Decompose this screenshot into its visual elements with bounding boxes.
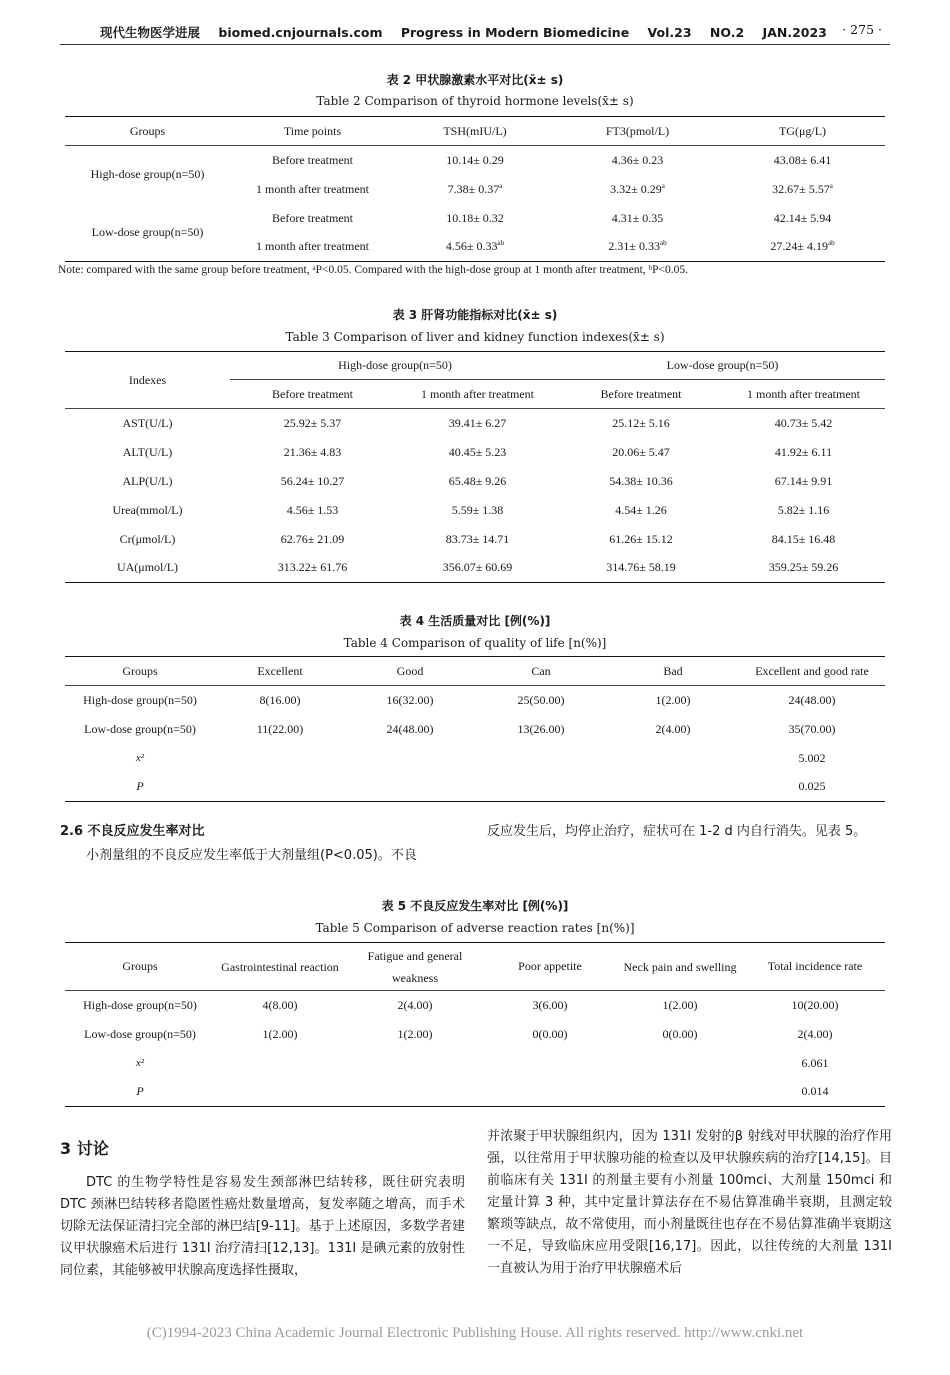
table-row	[65, 1078, 885, 1107]
table-row	[65, 1049, 885, 1078]
table-cell: 1(2.00)	[262, 1026, 298, 1041]
table-cell: 56.24± 10.27	[280, 473, 345, 488]
table-cell: 6.061	[801, 1055, 829, 1070]
tsh-value: 10.18± 0.32	[446, 210, 504, 225]
table-cell: AST(U/L)	[122, 415, 173, 430]
table4-header: Excellent and good rate	[739, 657, 885, 686]
table4-header: Good	[345, 657, 475, 686]
journal-site[interactable]: biomed.cnjournals.com	[218, 25, 383, 40]
table-row	[65, 146, 885, 175]
table5	[65, 942, 885, 1107]
table-row	[65, 525, 885, 554]
table-cell: 0(0.00)	[532, 1026, 568, 1041]
table-cell: 39.41± 6.27	[448, 415, 507, 430]
discussion-left-column: DTC 的生物学特性是容易发生颈部淋巴结转移，既往研究表明 DTC 颈淋巴结转移者隐匿性癌灶数量增高，复发率随之增高，而手术切除无法保证清扫完全部的淋巴结[9-11]。基于上述原因，多数学者建议甲状腺癌术后进行 131I 治疗清扫[12,13]。131I 是碘元素的放射性同位素，其能够被甲状腺高度选择性摄取，	[60, 1175, 465, 1278]
table-row	[65, 1020, 885, 1049]
tsh-value: 4.56± 0.33	[445, 239, 498, 254]
table-cell: 13(26.00)	[517, 721, 565, 736]
table-cell: P	[136, 779, 144, 794]
discussion-title: 3 讨论	[60, 1139, 109, 1158]
table2-header: Time points	[230, 117, 395, 146]
table-cell: 356.07± 60.69	[442, 560, 513, 575]
table-cell: 1(2.00)	[655, 692, 691, 707]
table-row	[65, 744, 885, 773]
table2	[65, 116, 885, 262]
table-cell: 24(48.00)	[788, 692, 836, 707]
table-cell: 40.45± 5.23	[448, 444, 507, 459]
table2-header: FT3(pmol/L)	[555, 117, 720, 146]
time-point: 1 month after treatment	[256, 239, 369, 254]
ft3-value: 3.32± 0.29	[610, 181, 662, 196]
table-cell: 40.73± 5.42	[774, 415, 833, 430]
section-2-6-text-left: 小剂量组的不良反应发生率低于大剂量组(P<0.05)。不良	[86, 848, 417, 863]
significance-mark: ab	[827, 239, 835, 248]
table-row	[65, 554, 885, 583]
table-cell: 83.73± 14.71	[445, 531, 510, 546]
section-2-6-text-right: 反应发生后，均停止治疗，症状可在 1-2 d 内自行消失。见表 5。	[487, 824, 867, 839]
group-name: Low-dose group(n=50)	[91, 224, 204, 239]
table-cell: 4.56± 1.53	[286, 502, 339, 517]
table-cell: 61.26± 15.12	[609, 531, 673, 546]
table-cell: Low-dose group(n=50)	[84, 721, 196, 736]
table5-header: Gastrointestinal reaction	[215, 943, 345, 991]
table-cell: 2(4.00)	[797, 1026, 833, 1041]
significance-mark: a	[829, 181, 833, 190]
table-row	[65, 467, 885, 496]
table3-header: Indexes	[65, 352, 230, 409]
table-cell: 5.002	[798, 750, 826, 765]
table-cell: 5.82± 1.16	[777, 502, 830, 517]
significance-mark: ab	[659, 239, 667, 248]
table3-header: Before treatment	[230, 380, 395, 409]
table-cell: 5.59± 1.38	[451, 502, 504, 517]
table-cell: 8(16.00)	[259, 692, 301, 707]
table-cell: 41.92± 6.11	[774, 444, 833, 459]
page-number: · 275 ·	[842, 22, 882, 37]
table-cell: P	[136, 1084, 144, 1099]
tg-value: 32.67± 5.57	[772, 181, 830, 196]
discussion-right-column: 并浓聚于甲状腺组织内，因为 131I 发射的β 射线对甲状腺的治疗作用强，以往常用于甲状腺功能的检查以及甲状腺疾病的治疗[14,15]。目前临床有关 131I 的剂量主要有小剂量 100mci、大剂量 150mci 和定量计算 3 种，其中定量计算法存在不易估算准确半衰期，且测定较繁琐等缺点，故不常使用，而小剂量既往也存在不易估算准确半衰期这一不足，导致临床应用受限[16,17]。因此，以往传统的大剂量 131I 一直被认为用于治疗甲状腺癌术后	[487, 1129, 892, 1276]
time-point: 1 month after treatment	[256, 181, 369, 196]
significance-mark: a	[499, 181, 503, 190]
issue: NO.2	[709, 25, 745, 40]
table5-header: Neck pain and swelling	[615, 943, 745, 991]
section-2-6	[60, 820, 470, 868]
table-cell: 25.12± 5.16	[612, 415, 670, 430]
table-cell: 313.22± 61.76	[277, 560, 348, 575]
table4-header: Bad	[607, 657, 739, 686]
table4-header: Excellent	[215, 657, 345, 686]
ft3-value: 2.31± 0.33	[608, 239, 660, 254]
table4-caption-cn: 表 4 生活质量对比 [例(%)]	[399, 614, 551, 628]
table3-header: Low-dose group(n=50)	[560, 352, 885, 380]
table3-header: 1 month after treatment	[395, 380, 560, 409]
table-cell: 35(70.00)	[788, 721, 836, 736]
table-cell: 21.36± 4.83	[283, 444, 342, 459]
table-row	[65, 204, 885, 233]
table-cell: 2(4.00)	[655, 721, 691, 736]
table-cell: 67.14± 9.91	[774, 473, 833, 488]
table-cell: 25(50.00)	[517, 692, 565, 707]
table3-body	[65, 409, 885, 583]
table-cell: 20.06± 5.47	[612, 444, 670, 459]
table2-caption-en: Table 2 Comparison of thyroid hormone levels(x̄± s)	[316, 94, 634, 108]
table-cell: x²	[135, 1057, 145, 1069]
table-row	[65, 438, 885, 467]
table-cell: ALP(U/L)	[122, 473, 173, 488]
tg-value: 43.08± 6.41	[773, 152, 832, 167]
table3-caption-en: Table 3 Comparison of liver and kidney function indexes(x̄± s)	[285, 330, 665, 344]
table-cell: 4(8.00)	[262, 997, 298, 1012]
group-name: High-dose group(n=50)	[90, 167, 205, 182]
table-cell: 1(2.00)	[662, 997, 698, 1012]
table-row	[65, 715, 885, 744]
table2-header: Groups	[65, 117, 230, 146]
tsh-value: 10.14± 0.29	[446, 152, 504, 167]
table3-caption-cn: 表 3 肝肾功能指标对比(x̄± s)	[392, 308, 558, 322]
tg-value: 42.14± 5.94	[773, 210, 832, 225]
journal-title-cn: 现代生物医学进展	[100, 25, 201, 40]
table-cell: 359.25± 59.26	[768, 560, 839, 575]
table-cell: 62.76± 21.09	[280, 531, 345, 546]
copyright-footer: (C)1994-2023 China Academic Journal Electronic Publishing House. All rights reserved. http://www.cnki.net	[146, 1325, 804, 1341]
time-point: Before treatment	[272, 210, 353, 225]
table-row	[65, 773, 885, 802]
table3-header: High-dose group(n=50)	[230, 352, 560, 380]
table2-header: TSH(mIU/L)	[395, 117, 555, 146]
table-cell: 1(2.00)	[397, 1026, 433, 1041]
table5-header: Fatigue and general weakness	[345, 943, 485, 991]
table-cell: 0(0.00)	[662, 1026, 698, 1041]
tg-value: 27.24± 4.19	[770, 239, 828, 254]
running-header	[60, 18, 890, 45]
table-row	[65, 496, 885, 525]
ft3-value: 4.31± 0.35	[611, 210, 664, 225]
table-cell: Low-dose group(n=50)	[84, 1026, 196, 1041]
table-cell: High-dose group(n=50)	[83, 692, 197, 707]
table-cell: ALT(U/L)	[122, 444, 173, 459]
table-cell: 3(6.00)	[532, 997, 568, 1012]
table-cell: 24(48.00)	[386, 721, 434, 736]
issue-date: JAN.2023	[762, 25, 827, 40]
table2-caption-cn: 表 2 甲状腺激素水平对比(x̄± s)	[386, 73, 564, 87]
table4	[65, 656, 885, 802]
table-cell: 0.025	[798, 779, 826, 794]
table-cell: 11(22.00)	[256, 721, 304, 736]
table5-caption-en: Table 5 Comparison of adverse reaction rates [n(%)]	[315, 921, 635, 935]
section-2-6-title: 2.6 不良反应发生率对比	[60, 824, 205, 839]
table-cell: High-dose group(n=50)	[83, 997, 197, 1012]
table-row	[65, 991, 885, 1020]
table3	[65, 351, 885, 583]
table4-header: Can	[475, 657, 607, 686]
table-row	[65, 686, 885, 715]
time-point: Before treatment	[272, 152, 353, 167]
table-cell: 314.76± 58.19	[606, 560, 676, 575]
table2-note: Note: compared with the same group before treatment, ᵃP<0.05. Compared with the high-dose group at 1 month after treatment, ᵇP<0.05.	[58, 264, 688, 276]
tsh-value: 7.38± 0.37	[447, 181, 500, 196]
table5-header: Groups	[65, 943, 215, 991]
table2-header: TG(μg/L)	[720, 117, 885, 146]
table-cell: x²	[135, 752, 145, 764]
table-cell: 4.54± 1.26	[615, 502, 667, 517]
journal-title-en: Progress in Modern Biomedicine	[400, 25, 630, 40]
table4-caption-en: Table 4 Comparison of quality of life [n(%)]	[343, 636, 607, 650]
table5-header: Poor appetite	[485, 943, 615, 991]
table5-header: Total incidence rate	[745, 943, 885, 991]
table-cell: 16(32.00)	[386, 692, 434, 707]
table-cell: 0.014	[801, 1084, 829, 1099]
ft3-value: 4.36± 0.23	[611, 152, 664, 167]
significance-mark: a	[661, 181, 665, 190]
table-cell: 84.15± 16.48	[771, 531, 836, 546]
table5-caption-cn: 表 5 不良反应发生率对比 [例(%)]	[381, 899, 569, 913]
table-cell: 10(20.00)	[791, 997, 839, 1012]
table-row	[65, 409, 885, 438]
table-cell: 2(4.00)	[397, 997, 433, 1012]
table-cell: 25.92± 5.37	[283, 415, 342, 430]
table-cell: UA(μmol/L)	[116, 560, 179, 575]
volume: Vol.23	[647, 25, 692, 40]
table-cell: Cr(μmol/L)	[119, 531, 176, 546]
table-cell: 54.38± 10.36	[609, 473, 673, 488]
table-cell: 65.48± 9.26	[448, 473, 507, 488]
table3-header: Before treatment	[560, 380, 722, 409]
significance-mark: ab	[497, 239, 505, 248]
table4-header: Groups	[65, 657, 215, 686]
table3-header: 1 month after treatment	[722, 380, 885, 409]
table-cell: Urea(mmol/L)	[112, 502, 183, 517]
